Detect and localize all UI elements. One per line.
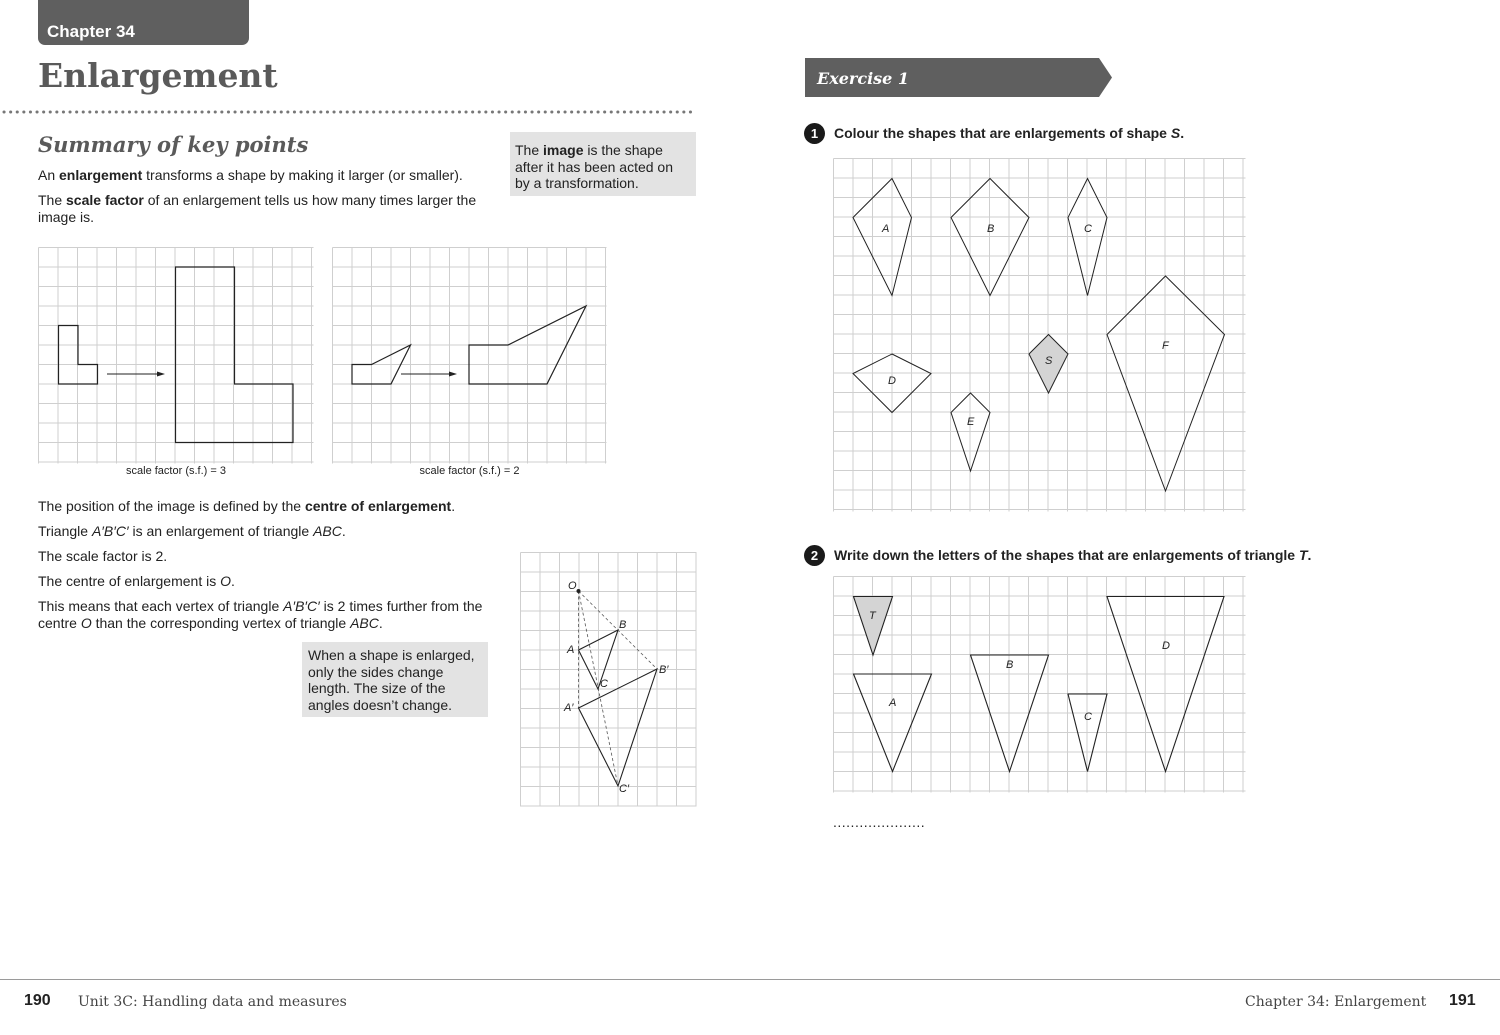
label-c: C xyxy=(600,678,608,690)
grid-lines xyxy=(834,159,1246,512)
kite-f xyxy=(1107,276,1225,491)
question-2-text: Write down the letters of the shapes that are enlargements of triangle T. xyxy=(834,547,1312,563)
enlargement-grid-sf2 xyxy=(332,247,607,464)
grid-lines xyxy=(834,577,1246,793)
caption-sf3: scale factor (s.f.) = 3 xyxy=(126,465,226,477)
label-c: C xyxy=(1084,711,1092,723)
left-page-number: 190 xyxy=(24,992,51,1009)
dotted-divider xyxy=(0,108,698,116)
label-b-prime: B′ xyxy=(659,664,669,676)
label-a: A xyxy=(889,697,897,709)
enlarged-l-shape xyxy=(176,267,294,443)
centre-statement: The centre of enlargement is O. xyxy=(38,573,235,589)
question-1-text: Colour the shapes that are enlargements of shape S. xyxy=(834,125,1185,141)
answer-line[interactable]: ..................... xyxy=(833,814,926,830)
caption-sf2: scale factor (s.f.) = 2 xyxy=(419,465,520,477)
right-running-footer: Chapter 34: Enlargement xyxy=(1245,994,1427,1010)
centre-point xyxy=(577,589,581,593)
vertex-explanation: This means that each vertex of triangle A′B′C′ is 2 times further from the centre O than the corresponding vertex of triangle ABC. xyxy=(38,598,483,631)
question-1-number: 1 xyxy=(804,123,825,144)
label-e: E xyxy=(967,416,975,428)
label-b: B xyxy=(1006,659,1014,671)
page-title: Enlargement xyxy=(38,56,278,95)
question-2-grid xyxy=(833,576,1246,793)
image-definition-note: The image is the shape after it has been acted on by a transformation. xyxy=(510,132,696,196)
right-page-number: 191 xyxy=(1449,992,1476,1009)
chapter-tab: Chapter 34 xyxy=(38,0,249,45)
label-d: D xyxy=(1162,640,1170,652)
label-d: D xyxy=(888,375,896,387)
label-a: A xyxy=(567,644,575,656)
label-t: T xyxy=(869,610,876,622)
label-b: B xyxy=(619,619,627,631)
exercise-title: Exercise 1 xyxy=(817,69,910,88)
question-2-number: 2 xyxy=(804,545,825,566)
label-o: O xyxy=(568,580,577,592)
footer-rule xyxy=(0,979,1500,980)
enlargement-grid-sf3 xyxy=(38,247,314,464)
summary-heading: Summary of key points xyxy=(38,132,309,157)
exercise-banner xyxy=(805,58,1112,97)
arrow-head xyxy=(157,372,165,377)
centre-of-enlargement-diagram xyxy=(520,552,697,807)
arrow-head xyxy=(449,372,457,377)
triangle-t xyxy=(854,597,893,656)
label-s: S xyxy=(1045,355,1053,367)
label-a: A xyxy=(882,223,890,235)
label-c-prime: C′ xyxy=(619,783,630,795)
centre-definition: The position of the image is defined by the centre of enlargement. xyxy=(38,498,456,514)
left-running-footer: Unit 3C: Handling data and measures xyxy=(78,994,347,1010)
enlargement-definition: An enlargement transforms a shape by making it larger (or smaller). xyxy=(38,167,463,183)
label-a-prime: A′ xyxy=(564,702,574,714)
triangle-statement: Triangle A′B′C′ is an enlargement of triangle ABC. xyxy=(38,523,346,539)
scale-factor-definition: The scale factor of an enlargement tells us how many times larger the image is. xyxy=(38,192,477,225)
angles-note: When a shape is enlarged, only the sides change length. The size of the angles doesn’t change. xyxy=(302,642,488,717)
scale-factor-statement: The scale factor is 2. xyxy=(38,548,168,564)
label-c: C xyxy=(1084,223,1092,235)
label-b: B xyxy=(987,223,995,235)
question-1-grid xyxy=(833,158,1246,512)
label-f: F xyxy=(1162,340,1169,352)
